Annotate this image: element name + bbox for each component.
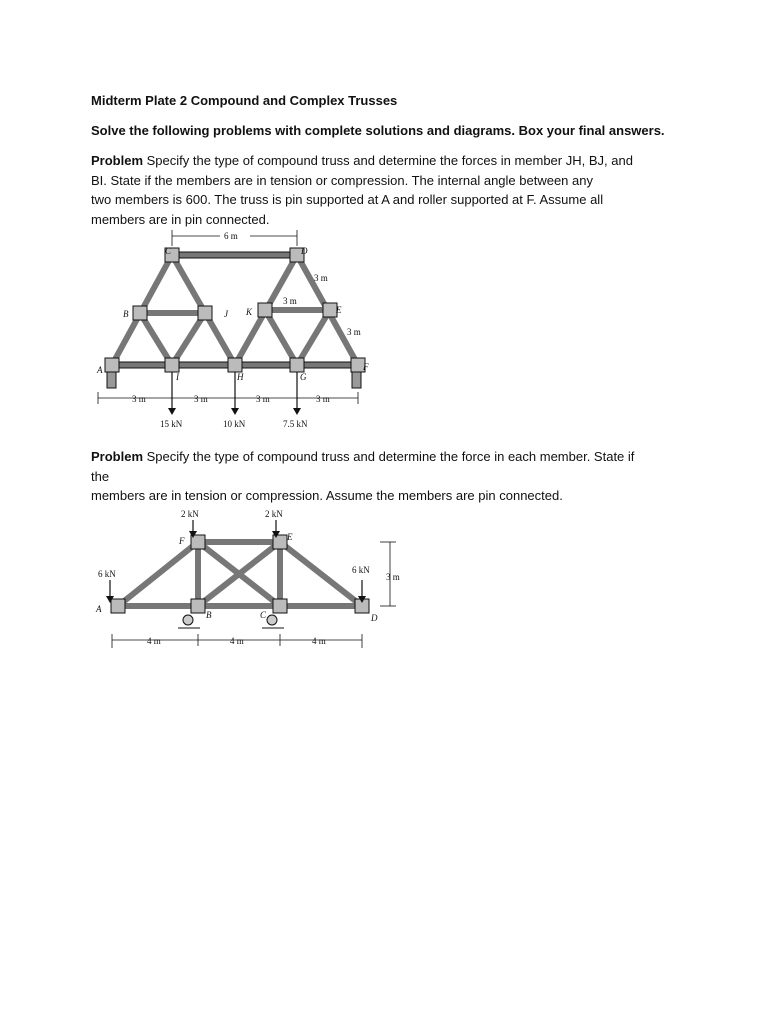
problem-1-text	[91, 151, 651, 229]
label-c: C	[165, 246, 172, 256]
label-h: H	[237, 372, 244, 382]
label-j: J	[224, 309, 228, 319]
problem-1-heading: Problem	[91, 153, 144, 168]
load-15kn: 15 kN	[160, 419, 183, 429]
support-a	[107, 372, 116, 388]
dim-lines-2	[112, 542, 396, 648]
load-arrowheads-1	[168, 408, 301, 415]
label-b: B	[123, 309, 129, 319]
label-e: E	[336, 305, 342, 315]
document-title: Midterm Plate 2 Compound and Complex Trusses	[91, 93, 398, 108]
truss-1-gusset-plates	[105, 248, 365, 372]
problem-1-line-3: two members is 600. The truss is pin supported at A and roller supported at F. Assume all	[91, 192, 604, 207]
dim-height: 3 m	[386, 572, 400, 582]
problem-1-line-2: BI. State if the members are in tension or compression. The internal angle between any	[91, 172, 593, 188]
dim-bottom-2-1: 4 m	[147, 636, 161, 646]
label2-c: C	[260, 610, 267, 620]
problem-1-line-4: members are in pin connected.	[91, 211, 270, 227]
label-f: F	[363, 362, 369, 372]
label2-e: E	[287, 532, 293, 542]
problem-2-text	[91, 447, 651, 506]
load-10kn: 10 kN	[223, 419, 246, 429]
label-a: A	[97, 365, 103, 375]
truss-diagram-1	[90, 222, 380, 437]
load-7-5kn: 7.5 kN	[283, 419, 308, 429]
truss-1-members	[112, 255, 358, 365]
dim-bottom-3: 3 m	[256, 394, 270, 404]
problem-2-line-2: members are in tension or compression. Assume the members are pin connected.	[91, 488, 563, 503]
dim-bottom-4: 3 m	[316, 394, 330, 404]
load-left: 6 kN	[98, 569, 116, 579]
label-d: D	[301, 246, 308, 256]
load-top-left: 2 kN	[181, 509, 199, 519]
dim-bottom-2-3: 4 m	[312, 636, 326, 646]
dim-right-lower-label: 3 m	[347, 327, 361, 337]
label-g: G	[300, 372, 307, 382]
support-f	[352, 372, 361, 388]
load-arrows-1	[172, 372, 297, 410]
problem-2-heading: Problem	[91, 449, 144, 464]
truss-diagram-2	[90, 500, 420, 660]
label2-a: A	[96, 604, 102, 614]
label2-b: B	[206, 610, 212, 620]
load-arrows-2	[110, 520, 362, 598]
truss-2-members	[118, 542, 362, 606]
problem-2-line-1: Specify the type of compound truss and determine the force in each member. State if the	[91, 449, 635, 484]
support-pin-b	[183, 615, 193, 625]
instructions: Solve the following problems with complete solutions and diagrams. Box your final answers.	[91, 123, 665, 138]
dim-right-upper-label: 3 m	[314, 273, 328, 283]
label2-d: D	[371, 613, 378, 623]
dim-bottom-2-2: 4 m	[230, 636, 244, 646]
label2-f: F	[179, 536, 185, 546]
dim-inner-label: 3 m	[283, 296, 297, 306]
support-roller-c	[267, 615, 277, 625]
load-top-right: 2 kN	[265, 509, 283, 519]
dim-bottom-2: 3 m	[194, 394, 208, 404]
label-i: I	[176, 372, 179, 382]
label-k: K	[246, 307, 253, 317]
load-right: 6 kN	[352, 565, 370, 575]
dim-bottom-1: 3 m	[132, 394, 146, 404]
dim-top-label: 6 m	[224, 231, 238, 241]
problem-1-line-1: Specify the type of compound truss and determine the forces in member JH, BJ, and	[143, 153, 633, 168]
